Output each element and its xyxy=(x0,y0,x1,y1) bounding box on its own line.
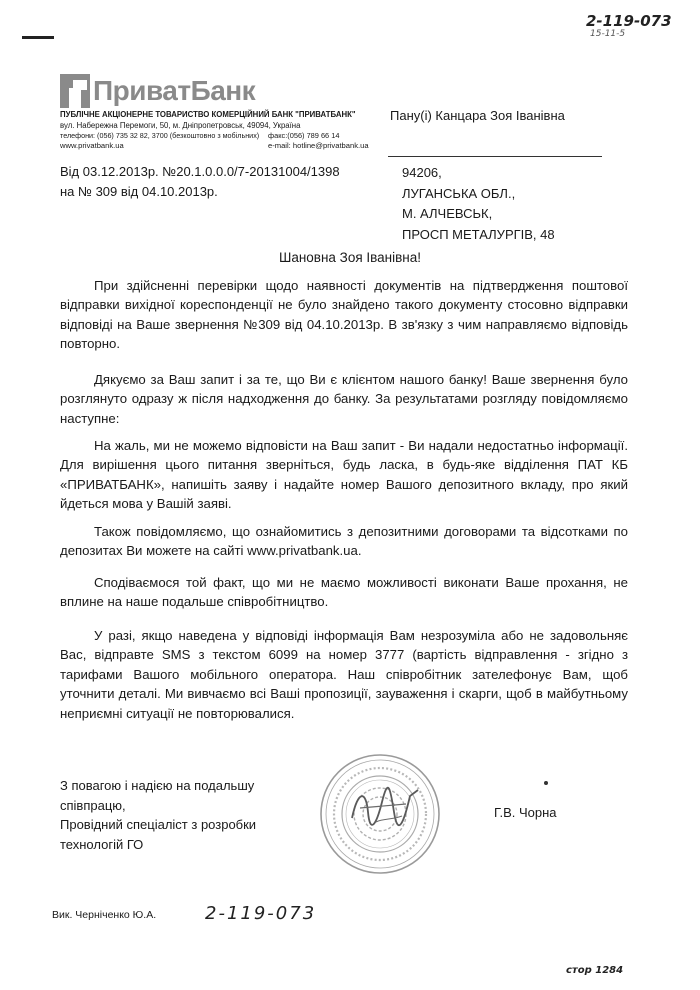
paragraph-text: На жаль, ми не можемо відповісти на Ваш запит - Ви надали недостатньо інформації. Для вирішення цього питання зверніться, будь ласка, в будь-яке відділення ПАТ КБ «ПРИВАТБАНК», напишіть заяву і надайте номер Вашого депозитного вкладу, про який йдеться мова у Вашій заяві. xyxy=(60,438,628,512)
company-address: вул. Набережна Перемоги, 50, м. Дніпропетровськ, 49094, Україна xyxy=(60,121,301,130)
closing-line: Провідний спеціаліст з розробки xyxy=(60,817,257,832)
paragraph-2 xyxy=(60,370,628,428)
privatbank-logo-icon xyxy=(60,74,90,108)
company-name: ПУБЛІЧНЕ АКЦІОНЕРНЕ ТОВАРИСТВО КОМЕРЦІЙНИЙ БАНК "ПРИВАТБАНК" xyxy=(60,110,356,119)
paragraph-4 xyxy=(60,522,628,561)
paragraph-text: У разі, якщо наведена у відповіді інформація Вам незрозуміла або не задовольняє Вас, відправте SMS з текстом 6099 на номер 3777 (вартість відправлення - згідно з тарифами Вашого мобільного оператора. Наш співробітник зателефонує Вам, щоб уточнити деталі. Ми вивчаємо всі Ваші пропозиції, зауваження і скарги, щоб в майбутньому неприємні ситуації не повторювалися. xyxy=(60,628,628,721)
address-line: ПРОСП МЕТАЛУРГІВ, 48 xyxy=(402,226,555,242)
signature-icon xyxy=(346,782,426,832)
paragraph-6 xyxy=(60,626,628,723)
paragraph-text: Також повідомляємо, що ознайомитись з депозитними договорами та відсотками по депозитах Ви можете на сайті www.privatbank.ua. xyxy=(60,524,628,559)
ink-dot xyxy=(544,781,548,785)
executor: Вик. Черніченко Ю.А. xyxy=(52,909,157,921)
paragraph-5 xyxy=(60,573,628,612)
company-phone: телефони: (056) 735 32 82, 3700 (безкоштовно з мобільних) xyxy=(60,131,260,140)
address-line: М. АЛЧЕВСЬК, xyxy=(402,206,493,221)
closing-block xyxy=(60,776,256,854)
corner-reg-number: 2-119-073 xyxy=(586,12,672,30)
company-email: e-mail: hotline@privatbank.ua xyxy=(268,141,369,150)
closing-line: технологій ГО xyxy=(60,836,144,852)
corner-note: стор 1284 xyxy=(566,965,624,976)
letterhead xyxy=(60,70,380,152)
paragraph-text: Сподіваємося той факт, що ми не маємо можливості виконати Ваше прохання, не вплине на наше подальше співробітництво. xyxy=(60,575,628,610)
signer-name: Г.В. Чорна xyxy=(494,805,557,820)
paragraph-text: При здійсненні перевірки щодо наявності документів на підтвердження поштової відправки вихідної кореспонденції не було знайдено такого документу стосовно відправки відповіді на Ваше звернення №309 від 04.10.2013р. В зв'язку з чим направляємо відповідь повторно. xyxy=(60,278,628,352)
reference-line-1: Від 03.12.2013р. №20.1.0.0.0/7-20131004/1398 xyxy=(60,164,340,179)
company-fax: факс:(056) 789 66 14 xyxy=(268,131,340,140)
addressee-divider xyxy=(388,156,602,157)
logo-text: ПриватБанк xyxy=(93,75,256,106)
reference-line-2: на № 309 від 04.10.2013р. xyxy=(60,184,218,199)
company-web: www.privatbank.ua xyxy=(60,141,124,150)
salutation: Шановна Зоя Іванівна! xyxy=(278,250,422,265)
closing-line: співпрацю, xyxy=(60,797,126,813)
paragraph-text: Дякуємо за Ваш запит і за те, що Ви є клієнтом нашого банку! Ваше звернення було розглянуто одразу ж після надходження до банку. За результатами розгляду повідомляємо наступне: xyxy=(60,372,628,426)
address-line: ЛУГАНСЬКА ОБЛ., xyxy=(402,185,516,201)
addressee-address xyxy=(402,163,555,245)
corner-reg-number-small: 15-11-5 xyxy=(590,29,626,39)
handwritten-number: 2-119-073 xyxy=(205,903,317,924)
addressee-name: Пану(і) Канцара Зоя Іванівна xyxy=(390,108,565,123)
paragraph-1 xyxy=(60,276,628,354)
margin-dash xyxy=(22,36,54,39)
paragraph-3 xyxy=(60,436,628,514)
closing-line: З повагою і надією на подальшу xyxy=(60,778,255,793)
address-line: 94206, xyxy=(402,165,442,180)
